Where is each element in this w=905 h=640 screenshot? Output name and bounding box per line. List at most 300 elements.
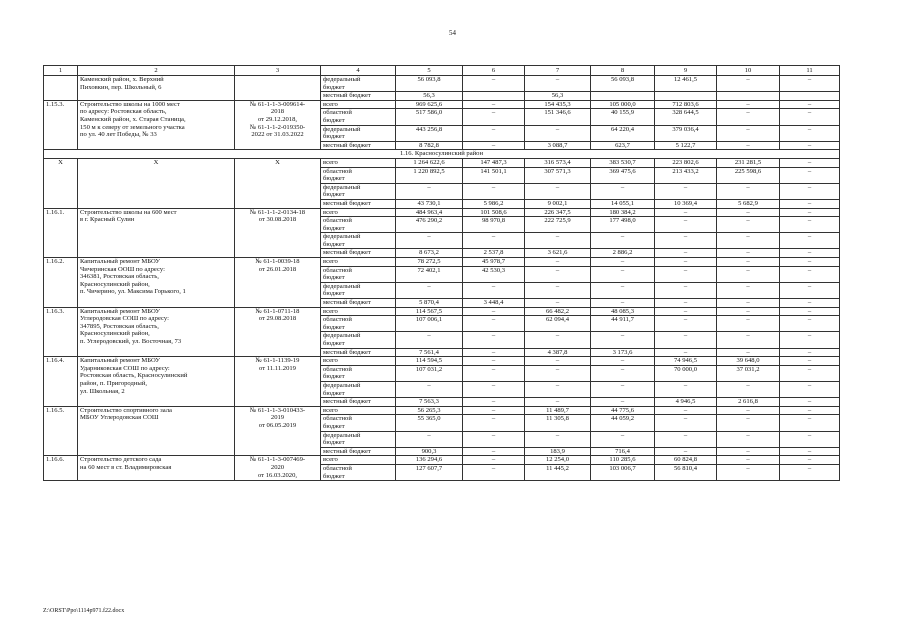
value-cell-col8: 716,4: [591, 447, 655, 456]
value-cell-col10: –: [717, 109, 780, 125]
value-cell-col9: 4 946,5: [655, 398, 717, 407]
value-cell-col8: –: [591, 381, 655, 397]
table-row: [44, 357, 840, 366]
value-cell-col9: 328 644,5: [655, 109, 717, 125]
value-cell-col11: –: [780, 249, 840, 258]
value-cell-col8: –: [591, 183, 655, 199]
value-cell-col11: –: [780, 299, 840, 308]
funding-source: областной бюджет: [321, 217, 396, 233]
value-cell-col5: 5 870,4: [396, 299, 463, 308]
value-cell-col5: 78 272,5: [396, 258, 463, 267]
table-row: [44, 258, 840, 267]
value-cell-col11: –: [780, 167, 840, 183]
funding-source: федеральный бюджет: [321, 233, 396, 249]
funding-source: федеральный бюджет: [321, 183, 396, 199]
value-cell-col5: –: [396, 233, 463, 249]
value-cell-col11: –: [780, 431, 840, 447]
header-row: [44, 66, 840, 76]
funding-source: всего: [321, 258, 396, 267]
value-cell-col5: 107 006,1: [396, 316, 463, 332]
value-cell-col6: –: [463, 348, 525, 357]
item-number: 1.16.3.: [44, 307, 78, 357]
table-row: [44, 158, 840, 167]
column-header-6: 6: [463, 66, 525, 76]
value-cell-col5: 517 586,0: [396, 109, 463, 125]
value-cell-col5: 1 220 892,5: [396, 167, 463, 183]
item-name: Строительство спортивного зала МБОУ Углеродовская СОШ: [78, 406, 235, 456]
value-cell-col5: 127 607,7: [396, 464, 463, 480]
value-cell-col9: 379 036,4: [655, 125, 717, 141]
value-cell-col10: –: [717, 447, 780, 456]
value-cell-col11: –: [780, 456, 840, 465]
value-cell-col9: –: [655, 332, 717, 348]
item-number: 1.16.1.: [44, 208, 78, 258]
value-cell-col11: –: [780, 208, 840, 217]
value-cell-col8: –: [591, 332, 655, 348]
value-cell-col5: 8 782,8: [396, 141, 463, 150]
funding-source: федеральный бюджет: [321, 282, 396, 298]
value-cell-col7: –: [525, 381, 591, 397]
value-cell-col7: 11 445,2: [525, 464, 591, 480]
column-header-10: 10: [717, 66, 780, 76]
value-cell-col9: –: [655, 299, 717, 308]
column-header-3: 3: [235, 66, 321, 76]
value-cell-col8: –: [591, 365, 655, 381]
file-path-footer: Z:\ORST\Ppo\1114p971.f22.docx: [43, 608, 125, 614]
value-cell-col11: –: [780, 282, 840, 298]
value-cell-col5: 56 093,8: [396, 76, 463, 92]
value-cell-col8: 177 498,0: [591, 217, 655, 233]
value-cell-col9: –: [655, 217, 717, 233]
funding-source: местный бюджет: [321, 199, 396, 208]
value-cell-col6: 45 978,7: [463, 258, 525, 267]
value-cell-col9: –: [655, 316, 717, 332]
value-cell-col9: –: [655, 447, 717, 456]
value-cell-col10: –: [717, 332, 780, 348]
column-header-8: 8: [591, 66, 655, 76]
item-name: Капитальный ремонт МБОУ Чичеринская ООШ по адресу: 346381, Ростовская область, Красносулинский район, п. Чичерино, ул. Максима Горького, 1: [78, 258, 235, 308]
value-cell-col6: –: [463, 431, 525, 447]
value-cell-col7: 62 094,4: [525, 316, 591, 332]
value-cell-col7: 3 088,7: [525, 141, 591, 150]
value-cell-col10: 225 598,6: [717, 167, 780, 183]
value-cell-col7: 56,3: [525, 92, 591, 101]
value-cell-col6: –: [463, 398, 525, 407]
value-cell-col7: 11 305,8: [525, 415, 591, 431]
section-row: [44, 150, 840, 159]
value-cell-col8: 2 886,2: [591, 249, 655, 258]
funding-source: федеральный бюджет: [321, 381, 396, 397]
value-cell-col11: –: [780, 76, 840, 92]
section-title: 1.16. Красносулинский район: [44, 150, 840, 159]
value-cell-col11: –: [780, 406, 840, 415]
value-cell-col7: 307 571,3: [525, 167, 591, 183]
value-cell-col10: –: [717, 464, 780, 480]
item-name: Строительство детского сада на 60 мест в ст. Владимировская: [78, 456, 235, 481]
project-document: № 61-1-1139-19 от 11.11.2019: [235, 357, 321, 407]
value-cell-col6: –: [463, 464, 525, 480]
table-row: [44, 100, 840, 109]
funding-source: федеральный бюджет: [321, 76, 396, 92]
value-cell-col11: –: [780, 109, 840, 125]
funding-source: всего: [321, 456, 396, 465]
value-cell-col5: 114 594,5: [396, 357, 463, 366]
value-cell-col10: –: [717, 100, 780, 109]
column-header-11: 11: [780, 66, 840, 76]
value-cell-col5: 56,3: [396, 92, 463, 101]
value-cell-col7: –: [525, 266, 591, 282]
funding-source: областной бюджет: [321, 266, 396, 282]
value-cell-col8: [591, 92, 655, 101]
value-cell-col9: –: [655, 266, 717, 282]
funding-source: местный бюджет: [321, 299, 396, 308]
value-cell-col9: 60 824,8: [655, 456, 717, 465]
funding-source: всего: [321, 208, 396, 217]
funding-source: областной бюджет: [321, 415, 396, 431]
value-cell-col8: –: [591, 398, 655, 407]
value-cell-col7: –: [525, 125, 591, 141]
value-cell-col11: [780, 92, 840, 101]
value-cell-col5: –: [396, 332, 463, 348]
project-document: № 61-1-1-2-0134-18 от 30.08.2018: [235, 208, 321, 258]
value-cell-col8: –: [591, 266, 655, 282]
table-row: [44, 76, 840, 92]
value-cell-col11: –: [780, 158, 840, 167]
value-cell-col7: –: [525, 357, 591, 366]
value-cell-col5: 55 365,0: [396, 415, 463, 431]
funding-source: местный бюджет: [321, 447, 396, 456]
value-cell-col11: –: [780, 398, 840, 407]
funding-source: местный бюджет: [321, 141, 396, 150]
value-cell-col9: 70 000,0: [655, 365, 717, 381]
value-cell-col10: 231 281,5: [717, 158, 780, 167]
project-document: № 61-1-1-3-010433- 2019 от 06.05.2019: [235, 406, 321, 456]
value-cell-col5: –: [396, 431, 463, 447]
value-cell-col9: –: [655, 307, 717, 316]
funding-source: областной бюджет: [321, 464, 396, 480]
value-cell-col7: 9 002,1: [525, 199, 591, 208]
value-cell-col7: 151 346,6: [525, 109, 591, 125]
value-cell-col11: –: [780, 258, 840, 267]
value-cell-col9: –: [655, 431, 717, 447]
value-cell-col6: –: [463, 357, 525, 366]
item-number: [44, 76, 78, 101]
value-cell-col8: 14 055,1: [591, 199, 655, 208]
value-cell-col5: 484 963,4: [396, 208, 463, 217]
value-cell-col7: –: [525, 365, 591, 381]
value-cell-col8: 110 285,6: [591, 456, 655, 465]
value-cell-col9: 712 803,6: [655, 100, 717, 109]
value-cell-col7: –: [525, 233, 591, 249]
column-header-5: 5: [396, 66, 463, 76]
value-cell-col11: –: [780, 266, 840, 282]
value-cell-col8: 40 155,9: [591, 109, 655, 125]
value-cell-col8: 56 093,8: [591, 76, 655, 92]
item-name: Х: [78, 158, 235, 208]
value-cell-col5: –: [396, 183, 463, 199]
value-cell-col7: 154 435,3: [525, 100, 591, 109]
value-cell-col5: 107 031,2: [396, 365, 463, 381]
value-cell-col5: 476 290,2: [396, 217, 463, 233]
value-cell-col6: –: [463, 307, 525, 316]
value-cell-col10: –: [717, 233, 780, 249]
value-cell-col11: –: [780, 199, 840, 208]
column-header-2: 2: [78, 66, 235, 76]
value-cell-col5: 114 567,5: [396, 307, 463, 316]
value-cell-col6: –: [463, 282, 525, 298]
value-cell-col9: –: [655, 208, 717, 217]
value-cell-col6: –: [463, 456, 525, 465]
value-cell-col6: –: [463, 381, 525, 397]
value-cell-col5: 7 563,3: [396, 398, 463, 407]
value-cell-col6: –: [463, 365, 525, 381]
value-cell-col6: –: [463, 100, 525, 109]
value-cell-col7: –: [525, 282, 591, 298]
value-cell-col7: –: [525, 299, 591, 308]
value-cell-col6: –: [463, 415, 525, 431]
value-cell-col8: –: [591, 431, 655, 447]
value-cell-col7: 222 725,9: [525, 217, 591, 233]
value-cell-col5: 443 256,8: [396, 125, 463, 141]
value-cell-col5: 136 294,6: [396, 456, 463, 465]
funding-source: местный бюджет: [321, 92, 396, 101]
value-cell-col6: [463, 92, 525, 101]
value-cell-col6: –: [463, 125, 525, 141]
value-cell-col5: 8 673,2: [396, 249, 463, 258]
value-cell-col5: 7 561,4: [396, 348, 463, 357]
value-cell-col10: –: [717, 415, 780, 431]
value-cell-col8: 103 006,7: [591, 464, 655, 480]
value-cell-col11: –: [780, 357, 840, 366]
value-cell-col9: –: [655, 406, 717, 415]
value-cell-col6: –: [463, 406, 525, 415]
value-cell-col7: –: [525, 258, 591, 267]
funding-source: местный бюджет: [321, 249, 396, 258]
value-cell-col8: 369 475,6: [591, 167, 655, 183]
value-cell-col10: –: [717, 208, 780, 217]
value-cell-col10: –: [717, 431, 780, 447]
item-number: 1.16.4.: [44, 357, 78, 407]
value-cell-col8: 623,7: [591, 141, 655, 150]
project-document: № 61-1-1-3-009614- 2018 от 29.12.2018, № 61-1-1-2-019350- 2022 от 31.03.2022: [235, 100, 321, 150]
value-cell-col9: [655, 92, 717, 101]
funding-source: областной бюджет: [321, 365, 396, 381]
value-cell-col8: –: [591, 258, 655, 267]
value-cell-col5: 43 730,1: [396, 199, 463, 208]
value-cell-col7: –: [525, 183, 591, 199]
column-header-9: 9: [655, 66, 717, 76]
value-cell-col11: –: [780, 217, 840, 233]
funding-source: местный бюджет: [321, 348, 396, 357]
item-name: Каменский район, х. Верхний Пиховкин, пер. Школьный, 6: [78, 76, 235, 101]
value-cell-col8: –: [591, 357, 655, 366]
value-cell-col10: 39 648,0: [717, 357, 780, 366]
value-cell-col11: –: [780, 100, 840, 109]
value-cell-col7: –: [525, 431, 591, 447]
value-cell-col5: 900,3: [396, 447, 463, 456]
funding-source: всего: [321, 100, 396, 109]
item-number: 1.16.2.: [44, 258, 78, 308]
funding-source: областной бюджет: [321, 316, 396, 332]
value-cell-col5: 969 625,6: [396, 100, 463, 109]
item-number: 1.16.6.: [44, 456, 78, 481]
value-cell-col7: 11 489,7: [525, 406, 591, 415]
value-cell-col10: –: [717, 217, 780, 233]
value-cell-col9: –: [655, 348, 717, 357]
funding-source: местный бюджет: [321, 398, 396, 407]
value-cell-col11: –: [780, 464, 840, 480]
funding-source: федеральный бюджет: [321, 125, 396, 141]
value-cell-col6: 3 448,4: [463, 299, 525, 308]
value-cell-col10: [717, 92, 780, 101]
column-header-1: 1: [44, 66, 78, 76]
value-cell-col10: 37 031,2: [717, 365, 780, 381]
value-cell-col10: –: [717, 266, 780, 282]
value-cell-col7: 66 482,2: [525, 307, 591, 316]
value-cell-col10: –: [717, 258, 780, 267]
value-cell-col11: –: [780, 141, 840, 150]
value-cell-col8: 44 059,2: [591, 415, 655, 431]
item-number: 1.16.5.: [44, 406, 78, 456]
value-cell-col10: 5 682,9: [717, 199, 780, 208]
value-cell-col10: –: [717, 316, 780, 332]
value-cell-col8: 383 530,7: [591, 158, 655, 167]
project-document: [235, 76, 321, 101]
project-document: № 61-1-0711-18 от 29.08.2018: [235, 307, 321, 357]
value-cell-col11: –: [780, 447, 840, 456]
value-cell-col10: –: [717, 456, 780, 465]
value-cell-col9: –: [655, 183, 717, 199]
value-cell-col7: –: [525, 398, 591, 407]
value-cell-col10: –: [717, 406, 780, 415]
budget-table: [43, 65, 840, 481]
value-cell-col11: –: [780, 307, 840, 316]
page-number: 54: [449, 29, 456, 37]
value-cell-col8: –: [591, 282, 655, 298]
value-cell-col6: –: [463, 447, 525, 456]
value-cell-col9: 56 810,4: [655, 464, 717, 480]
funding-source: всего: [321, 406, 396, 415]
value-cell-col10: 2 616,8: [717, 398, 780, 407]
table-row: [44, 208, 840, 217]
item-number: 1.15.3.: [44, 100, 78, 150]
value-cell-col10: –: [717, 299, 780, 308]
value-cell-col8: 44 775,6: [591, 406, 655, 415]
project-document: Х: [235, 158, 321, 208]
value-cell-col10: –: [717, 76, 780, 92]
value-cell-col11: –: [780, 332, 840, 348]
value-cell-col7: 183,9: [525, 447, 591, 456]
value-cell-col11: –: [780, 233, 840, 249]
value-cell-col9: 10 369,4: [655, 199, 717, 208]
value-cell-col9: 5 122,7: [655, 141, 717, 150]
value-cell-col10: –: [717, 348, 780, 357]
value-cell-col11: –: [780, 183, 840, 199]
value-cell-col10: –: [717, 307, 780, 316]
item-name: Строительство школы на 1000 мест по адресу: Ростовская область, Каменский район, х. Старая Станица, 150 м к северу от земельного участка по ул. 40 лет Победы, № 33: [78, 100, 235, 150]
value-cell-col6: 101 508,6: [463, 208, 525, 217]
value-cell-col10: –: [717, 249, 780, 258]
value-cell-col10: –: [717, 183, 780, 199]
value-cell-col5: –: [396, 282, 463, 298]
value-cell-col10: –: [717, 125, 780, 141]
value-cell-col11: –: [780, 316, 840, 332]
value-cell-col5: –: [396, 381, 463, 397]
value-cell-col7: –: [525, 332, 591, 348]
table-row: [44, 307, 840, 316]
value-cell-col8: 105 000,0: [591, 100, 655, 109]
value-cell-col11: –: [780, 348, 840, 357]
item-name: Капитальный ремонт МБОУ Углеродовская СОШ по адресу: 347895, Ростовская область, Красносулинский район, п. Углеродовский, ул. Восточная, 73: [78, 307, 235, 357]
value-cell-col11: –: [780, 365, 840, 381]
value-cell-col11: –: [780, 415, 840, 431]
table-row: [44, 456, 840, 465]
value-cell-col6: 2 537,8: [463, 249, 525, 258]
funding-source: всего: [321, 307, 396, 316]
table-row: [44, 406, 840, 415]
value-cell-col10: –: [717, 141, 780, 150]
value-cell-col7: –: [525, 76, 591, 92]
value-cell-col10: –: [717, 381, 780, 397]
value-cell-col9: 213 433,2: [655, 167, 717, 183]
item-name: Капитальный ремонт МБОУ Ударниковская СОШ по адресу: Ростовская область, Красносулинский район, п. Пригородный, ул. Школьная, 2: [78, 357, 235, 407]
project-document: № 61-1-1-3-007469- 2020 от 16.03.2020,: [235, 456, 321, 481]
value-cell-col6: –: [463, 183, 525, 199]
value-cell-col8: 3 173,6: [591, 348, 655, 357]
value-cell-col8: 180 384,2: [591, 208, 655, 217]
value-cell-col6: –: [463, 233, 525, 249]
value-cell-col5: 56 265,3: [396, 406, 463, 415]
value-cell-col6: –: [463, 76, 525, 92]
value-cell-col5: 1 264 622,6: [396, 158, 463, 167]
value-cell-col5: 72 402,1: [396, 266, 463, 282]
value-cell-col6: 42 530,3: [463, 266, 525, 282]
item-number: Х: [44, 158, 78, 208]
value-cell-col6: 141 501,1: [463, 167, 525, 183]
item-name: Строительство школы на 600 мест в г. Красный Сулин: [78, 208, 235, 258]
value-cell-col6: 147 487,3: [463, 158, 525, 167]
value-cell-col8: 48 085,3: [591, 307, 655, 316]
value-cell-col9: 74 946,5: [655, 357, 717, 366]
value-cell-col9: –: [655, 415, 717, 431]
value-cell-col7: 3 621,6: [525, 249, 591, 258]
value-cell-col7: 12 254,0: [525, 456, 591, 465]
value-cell-col9: –: [655, 258, 717, 267]
value-cell-col9: –: [655, 233, 717, 249]
value-cell-col9: 223 802,6: [655, 158, 717, 167]
value-cell-col9: –: [655, 282, 717, 298]
value-cell-col7: 226 347,5: [525, 208, 591, 217]
funding-source: всего: [321, 158, 396, 167]
value-cell-col6: –: [463, 109, 525, 125]
value-cell-col8: 44 911,7: [591, 316, 655, 332]
value-cell-col8: –: [591, 299, 655, 308]
value-cell-col7: 4 387,8: [525, 348, 591, 357]
project-document: № 61-1-0039-18 от 26.01.2018: [235, 258, 321, 308]
value-cell-col8: 64 220,4: [591, 125, 655, 141]
value-cell-col11: –: [780, 125, 840, 141]
value-cell-col6: –: [463, 332, 525, 348]
value-cell-col7: 316 573,4: [525, 158, 591, 167]
value-cell-col6: 5 986,2: [463, 199, 525, 208]
funding-source: всего: [321, 357, 396, 366]
column-header-4: 4: [321, 66, 396, 76]
value-cell-col11: –: [780, 381, 840, 397]
value-cell-col10: –: [717, 282, 780, 298]
value-cell-col9: 12 461,5: [655, 76, 717, 92]
value-cell-col6: –: [463, 141, 525, 150]
funding-source: областной бюджет: [321, 167, 396, 183]
